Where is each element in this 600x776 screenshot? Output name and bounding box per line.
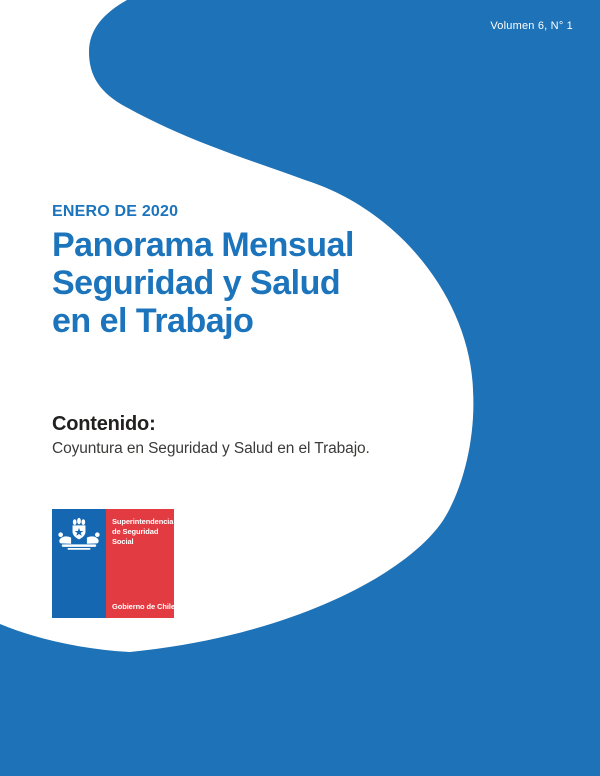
contents-item: Coyuntura en Seguridad y Salud en el Trabajo. bbox=[52, 440, 370, 457]
chile-coat-of-arms-icon bbox=[56, 515, 102, 553]
title-line-2: Seguridad y Salud bbox=[52, 264, 341, 302]
logo-gov-label: Gobierno de Chile bbox=[112, 602, 175, 611]
logo-org-name: Superintendencia de Seguridad Social bbox=[112, 517, 174, 546]
volume-label: Volumen 6, N° 1 bbox=[490, 20, 573, 32]
title-line-3: en el Trabajo bbox=[52, 302, 254, 340]
page-title bbox=[52, 226, 354, 340]
logo-blue-panel bbox=[52, 509, 106, 618]
suseso-logo bbox=[52, 509, 174, 618]
title-line-1: Panorama Mensual bbox=[52, 226, 354, 264]
contents-heading: Contenido: bbox=[52, 413, 156, 435]
logo-red-panel bbox=[106, 509, 174, 618]
issue-date: ENERO DE 2020 bbox=[52, 203, 179, 220]
